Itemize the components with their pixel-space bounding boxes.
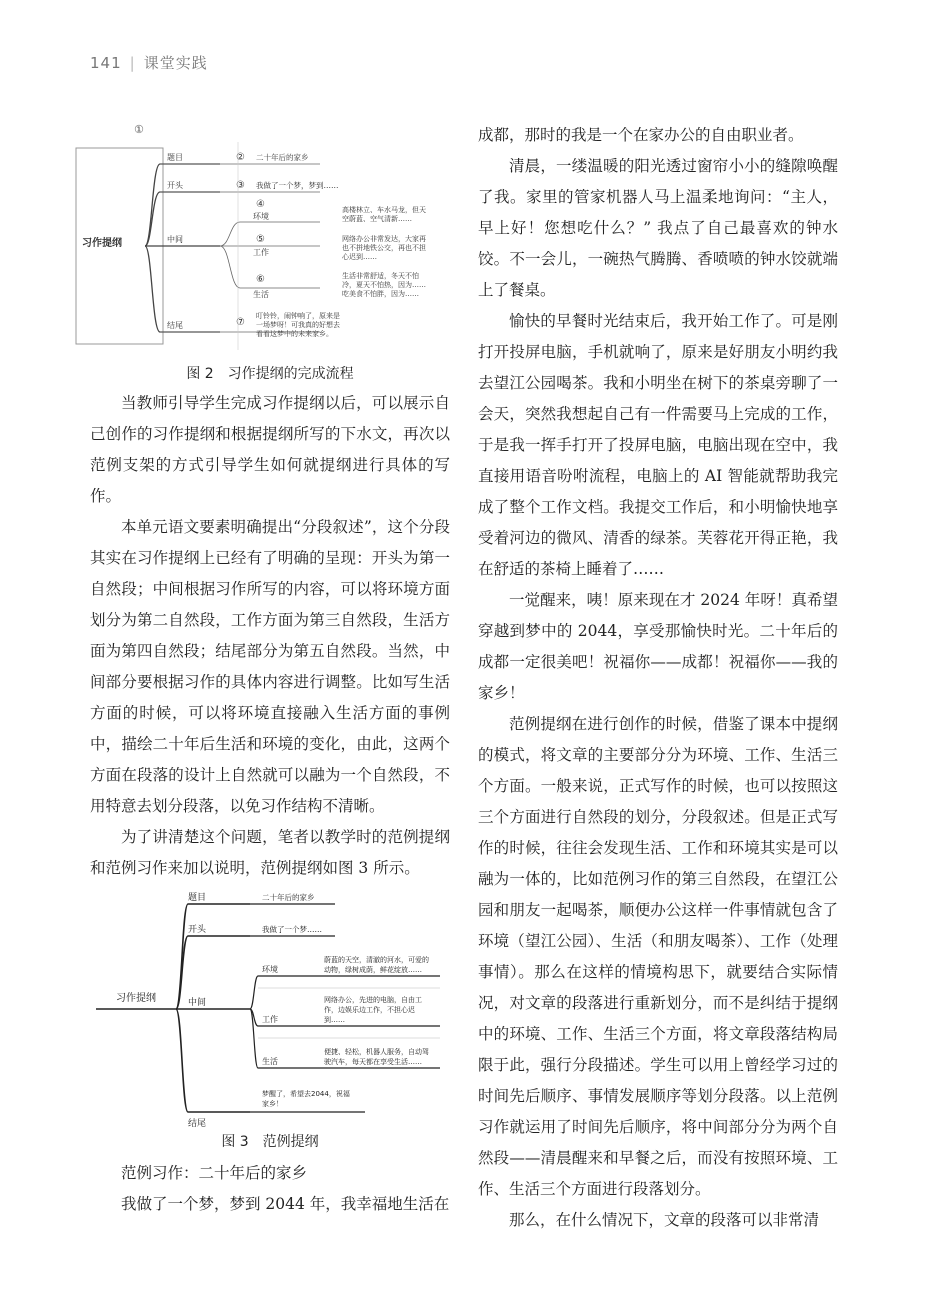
fig2-branch-ending <box>145 246 220 332</box>
fig2-text-work-1: 网络办公非常发达，大家再 <box>342 235 426 243</box>
fig3-line-environment <box>250 976 440 1009</box>
fig3-text-work-3: 到…… <box>324 1016 345 1024</box>
fig2-num-2: ② <box>236 152 245 163</box>
fig3-text-env-2: 动物，绿树成荫，鲜花绽放…… <box>324 966 422 974</box>
fig3-branch-ending <box>176 1009 250 1112</box>
right-paragraph-1: 成都，那时的我是一个在家办公的自由职业者。 <box>478 126 804 144</box>
figure-3-caption-text: 范例提纲 <box>262 1134 319 1150</box>
left-paragraph-5: 我做了一个梦，梦到 2044 年，我幸福地生活在 <box>121 1195 450 1213</box>
figure-3 <box>90 890 450 1129</box>
fig2-branch-title <box>145 164 220 246</box>
page-number: 141 <box>90 54 122 72</box>
fig3-text-work-2: 作，边娱乐边工作，不担心迟 <box>324 1006 415 1014</box>
fig3-text-end-1: 梦醒了，希望去2044，祝福 <box>262 1090 350 1098</box>
left-column <box>82 120 450 1220</box>
figure-3-caption <box>90 1128 450 1156</box>
fig2-text-life-2: 冷，夏天不怕热，因为…… <box>342 281 426 289</box>
fig3-text-life-1: 便捷、轻松，机器人服务，自动驾 <box>324 1048 429 1056</box>
right-column <box>478 120 838 1236</box>
fig2-marker: ① <box>134 123 144 136</box>
fig3-text-title: 二十年后的家乡 <box>262 893 315 902</box>
fig2-text-env-2: 空蔚蓝、空气清新…… <box>342 215 412 223</box>
fig2-line-life <box>220 246 320 288</box>
figure-2-caption <box>90 360 450 388</box>
figure-2 <box>82 120 450 352</box>
right-paragraph-2: 清晨，一缕温暖的阳光透过窗帘小小的缝隙唤醒了我。家里的管家机器人马上温柔地询问：“主人，早上好！您想吃什么？” 我点了自己最喜欢的钟水饺。不一会儿，一碗热气腾腾、香喷喷的钟水饺就端上了餐桌。 <box>478 157 838 299</box>
section-title: 课堂实践 <box>143 54 208 72</box>
right-paragraph-5: 范例提纲在进行创作的时候，借鉴了课本中提纲的模式，将文章的主要部分分为环境、工作、生活三个方面。一般来说，正式写作的时候，也可以按照这三个方面进行自然段的划分，分段叙述。但是正式写作的时候，往往会发现生活、工作和环境其实是可以融为一体的，比如范例习作的第三自然段，在望江公园和朋友一起喝茶，顺便办公这样一件事情就包含了环境（望江公园）、生活（和朋友喝茶）、工作（处理事情）。那么在这样的情境构思下，就要结合实际情况，对文章的段落进行重新划分，而不是纠结于提纲中的环境、工作、生活三个方面，将文章段落结构局限于此，强行分段描述。学生可以用上曾经学习过的时间先后顺序、事情发展顺序等划分段落。以上范例习作就运用了时间先后顺序，将中间部分分为两个自然段——清晨醒来和早餐之后，而没有按照环境、工作、生活三个方面进行段落划分。 <box>478 715 838 1198</box>
fig3-label-environment: 环境 <box>262 965 278 974</box>
fig2-num-6: ⑥ <box>256 274 265 285</box>
fig2-line-environment <box>220 222 320 246</box>
right-paragraph-4: 一觉醒来，咦！原来现在才 2024 年呀！真希望穿越到梦中的 2044，享受那愉快时光。二十年后的成都一定很美吧！祝福你——成都！祝福你——我的家乡！ <box>478 591 838 702</box>
fig3-text-opening: 我做了一个梦…… <box>262 925 322 934</box>
fig2-label-ending: 结尾 <box>167 321 183 330</box>
fig2-text-title: 二十年后的家乡 <box>256 153 309 162</box>
sample-essay-title: 范例习作：二十年后的家乡 <box>121 1164 308 1182</box>
fig3-text-end-2: 家乡！ <box>262 1100 283 1108</box>
fig2-num-7: ⑦ <box>236 317 245 328</box>
fig3-text-life-2: 驶汽车，每天都在享受生活…… <box>324 1058 422 1066</box>
left-paragraph-2: 本单元语文要素明确提出“分段叙述”，这个分段其实在习作提纲上已经有了明确的呈现：开头为第一自然段；中间根据习作所写的内容，可以将环境方面划分为第二自然段，工作方面为第三自然段，生活方面为第四自然段；结尾部分为第五自然段。当然，中间部分要根据习作的具体内容进行调整。比如写生活方面的时候，可以将环境直接融入生活方面的事例中，描绘二十年后生活和环境的变化，由此，这两个方面在段落的设计上自然就可以融为一个自然段，不用特意去划分段落，以免习作结构不清晰。 <box>90 518 450 815</box>
figure-2-mindmap <box>82 120 450 352</box>
fig2-text-end-1: 叮铃铃，闹钟响了，原来是 <box>256 312 340 320</box>
fig2-num-3: ③ <box>236 180 245 191</box>
fig3-label-middle: 中间 <box>188 998 207 1008</box>
fig2-label-environment: 环境 <box>253 212 269 221</box>
fig2-label-work: 工作 <box>253 248 269 257</box>
left-paragraph-1: 当教师引导学生完成习作提纲以后，可以展示自己创作的习作提纲和根据提纲所写的下水文，再次以范例支架的方式引导学生如何就提纲进行具体的写作。 <box>90 394 450 505</box>
fig3-label-title: 题目 <box>188 893 207 903</box>
fig2-text-life-3: 吃美食不怕胖，因为…… <box>342 290 419 298</box>
figure-3-caption-num: 图 3 <box>221 1134 249 1150</box>
figure-3-mindmap <box>90 890 450 1129</box>
fig2-root: 习作提纲 <box>82 238 122 249</box>
header-separator: | <box>129 54 136 72</box>
fig2-label-title: 题目 <box>167 153 183 162</box>
right-paragraph-3: 愉快的早餐时光结束后，我开始工作了。可是刚打开投屏电脑，手机就响了，原来是好朋友小明约我去望江公园喝茶。我和小明坐在树下的茶桌旁聊了一会天，突然我想起自己有一件需要马上完成的工作，于是我一挥手打开了投屏电脑，电脑出现在空中，我直接用语音吩咐流程，电脑上的 AI 智能就帮助我完成了整个工作文档。我提交工作后，和小明愉快地享受着河边的微风、清香的绿茶。芙蓉花开得正艳，我在舒适的茶椅上睡着了…… <box>478 312 838 578</box>
fig3-label-ending: 结尾 <box>188 1119 207 1129</box>
fig3-label-work: 工作 <box>262 1015 278 1024</box>
fig3-branch-title <box>176 904 250 1009</box>
fig3-label-life: 生活 <box>262 1057 278 1066</box>
fig2-text-life-1: 生活非常舒适，冬天不怕 <box>342 272 419 280</box>
fig2-text-end-3: 看看这梦中的未来家乡。 <box>256 330 333 338</box>
fig2-num-4: ④ <box>256 199 265 210</box>
fig2-label-middle: 中间 <box>167 235 183 244</box>
fig2-text-opening: 我做了一个梦，梦到…… <box>256 181 339 190</box>
fig2-text-env-1: 高楼林立、车水马龙，但天 <box>342 206 426 214</box>
page-header <box>90 52 208 73</box>
right-paragraph-6: 那么，在什么情况下，文章的段落可以非常清 <box>509 1211 820 1229</box>
figure-2-caption-num: 图 2 <box>186 366 214 382</box>
fig2-label-life: 生活 <box>253 290 269 299</box>
fig3-label-opening: 开头 <box>188 925 207 935</box>
fig2-text-end-2: 一场梦呀！可我真的好想去 <box>256 321 340 329</box>
fig2-text-work-3: 心迟到…… <box>342 253 377 261</box>
fig2-num-5: ⑤ <box>256 234 265 245</box>
fig3-text-env-1: 蔚蓝的天空，清澈的河水，可爱的 <box>324 956 429 964</box>
fig2-text-work-2: 也不拼地铁公交，再也不担 <box>342 244 426 252</box>
figure-2-caption-text: 习作提纲的完成流程 <box>227 366 354 382</box>
fig3-root: 习作提纲 <box>116 993 156 1004</box>
fig2-label-opening: 开头 <box>167 181 183 190</box>
fig3-text-work-1: 网络办公，先进的电脑，自由工 <box>324 996 422 1004</box>
left-paragraph-3: 为了讲清楚这个问题，笔者以教学时的范例提纲和范例习作来加以说明，范例提纲如图 3 所示。 <box>90 828 450 877</box>
